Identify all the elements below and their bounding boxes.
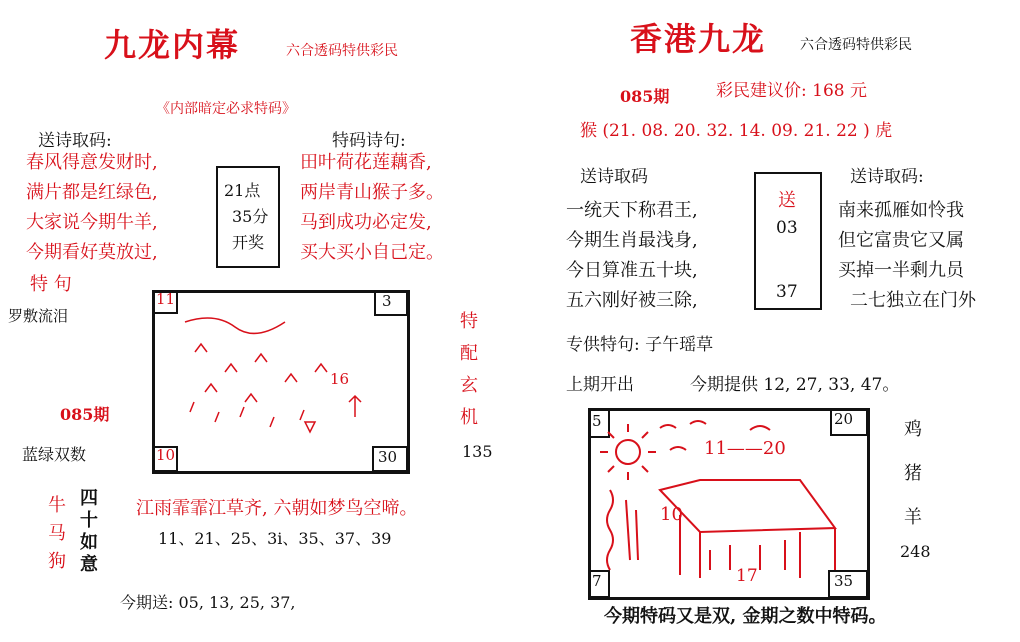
te-ju-text: 罗敷流泪 (8, 307, 69, 325)
right-poem-line: 买掉一半剩九员 (838, 260, 964, 281)
send-box-label: 送 (778, 190, 796, 211)
special-poem (300, 148, 444, 268)
lanlv-shuang: 蓝绿双数 (22, 445, 87, 464)
right-side-animal: 猪 (904, 463, 922, 484)
right-poem-line: 南来孤雁如怜我 (838, 200, 964, 221)
send-box-num: 03 (776, 218, 798, 238)
right-period: 085期 (620, 87, 670, 106)
right-pic-num-tr: 20 (834, 410, 854, 428)
left-poem-line: 满片都是红绿色, (26, 182, 158, 203)
right-subtitle: 六合透码特供彩民 (800, 37, 912, 53)
right-pic-num-low: 17 (736, 566, 758, 586)
right-poem-left (566, 196, 698, 316)
provide-numbers: 今期提供 12, 27, 33, 47。 (690, 375, 900, 395)
animal: 牛 (48, 495, 66, 516)
time-box-line: 21点 (224, 181, 261, 200)
right-footer: 今期特码又是双, 金期之数中特码。 (604, 606, 887, 627)
right-pic-num-bl: 7 (592, 572, 602, 590)
time-box-text (224, 178, 268, 256)
right-poem-header-left: 送诗取码 (580, 167, 648, 187)
sishi-char: 如 (80, 532, 98, 553)
zodiac-line: 猴 (21. 08. 20. 32. 14. 09. 21. 22 ) 虎 (580, 121, 893, 141)
right-pic-num-br: 35 (834, 572, 854, 590)
send-box-num: 37 (776, 282, 798, 302)
left-poem-line: 大家说今期牛羊, (26, 212, 158, 233)
left-numbers: 11、21、25、3i、35、37、39 (158, 529, 392, 548)
special-header: 特码诗句: (332, 131, 406, 151)
right-title: 香港九龙 (630, 20, 767, 58)
side-char: 特 (460, 311, 478, 332)
special-poem-line: 田叶荷花莲藕香, (300, 152, 432, 173)
right-poem-line: 一统天下称君王, (566, 200, 698, 221)
animal: 马 (48, 523, 66, 544)
sishi-char: 十 (80, 510, 98, 531)
right-poem-right (838, 196, 976, 316)
left-side-num: 135 (462, 442, 493, 461)
special-poem-line: 马到成功必定发, (300, 212, 432, 233)
left-poem-line: 今期看好莫放过, (26, 242, 158, 263)
house-sun-sketch (600, 420, 850, 580)
left-pic-num-tl: 11 (156, 290, 176, 308)
side-char: 玄 (460, 375, 478, 396)
left-poem (26, 148, 158, 268)
left-picture-sketch (175, 312, 375, 442)
left-tagline: 《内部暗定必求特码》 (156, 101, 296, 117)
left-pic-num-tr: 3 (382, 292, 392, 310)
right-side-animal: 羊 (904, 507, 922, 528)
side-char: 配 (460, 343, 478, 364)
right-side-animal: 鸡 (904, 419, 922, 440)
left-pic-num-bl: 10 (156, 446, 176, 464)
right-pic-arrow: 11——20 (704, 438, 786, 459)
last-period: 上期开出 (566, 375, 634, 395)
right-poem-header-right: 送诗取码: (850, 167, 924, 187)
right-side-animals (904, 408, 922, 540)
left-verse: 江雨霏霏江草齐, 六朝如梦鸟空啼。 (136, 498, 418, 519)
animals-column (48, 492, 66, 576)
left-pic-num-mid: 16 (330, 370, 350, 388)
left-send: 今期送: 05, 13, 25, 37, (120, 593, 296, 612)
left-pic-num-br: 30 (378, 448, 398, 466)
special-poem-line: 两岸青山猴子多。 (300, 182, 444, 203)
left-poem-header: 送诗取码: (38, 131, 112, 151)
side-char: 机 (460, 407, 478, 428)
special-poem-line: 买大买小自己定。 (300, 242, 444, 263)
sishi-ruyi (80, 488, 98, 576)
right-pic-num-mid: 10 (660, 504, 683, 525)
right-poem-line: 五六刚好被三除, (566, 290, 698, 311)
left-period: 085期 (60, 405, 110, 424)
sishi-char: 四 (80, 488, 98, 509)
side-vertical-text (460, 306, 478, 434)
special-phrase: 专供特句: 子午瑶草 (566, 335, 714, 355)
right-pic-num-tl: 5 (592, 412, 602, 430)
right-poem-line: 今期生肖最浅身, (566, 230, 698, 251)
left-subtitle: 六合透码特供彩民 (286, 43, 398, 59)
sishi-char: 意 (80, 554, 98, 575)
time-box-line: 开奖 (232, 233, 265, 252)
left-title: 九龙内幕 (104, 26, 241, 64)
left-poem-line: 春风得意发财时, (26, 152, 158, 173)
price: 彩民建议价: 168 元 (716, 81, 867, 101)
right-poem-line: 二七独立在门外 (850, 290, 976, 311)
right-poem-line: 今日算准五十块, (566, 260, 698, 281)
te-ju-label: 特 句 (30, 274, 72, 295)
right-side-num: 248 (900, 542, 931, 561)
time-box-line: 35分 (232, 207, 269, 226)
animal: 狗 (48, 551, 66, 572)
right-poem-line: 但它富贵它又属 (838, 230, 964, 251)
